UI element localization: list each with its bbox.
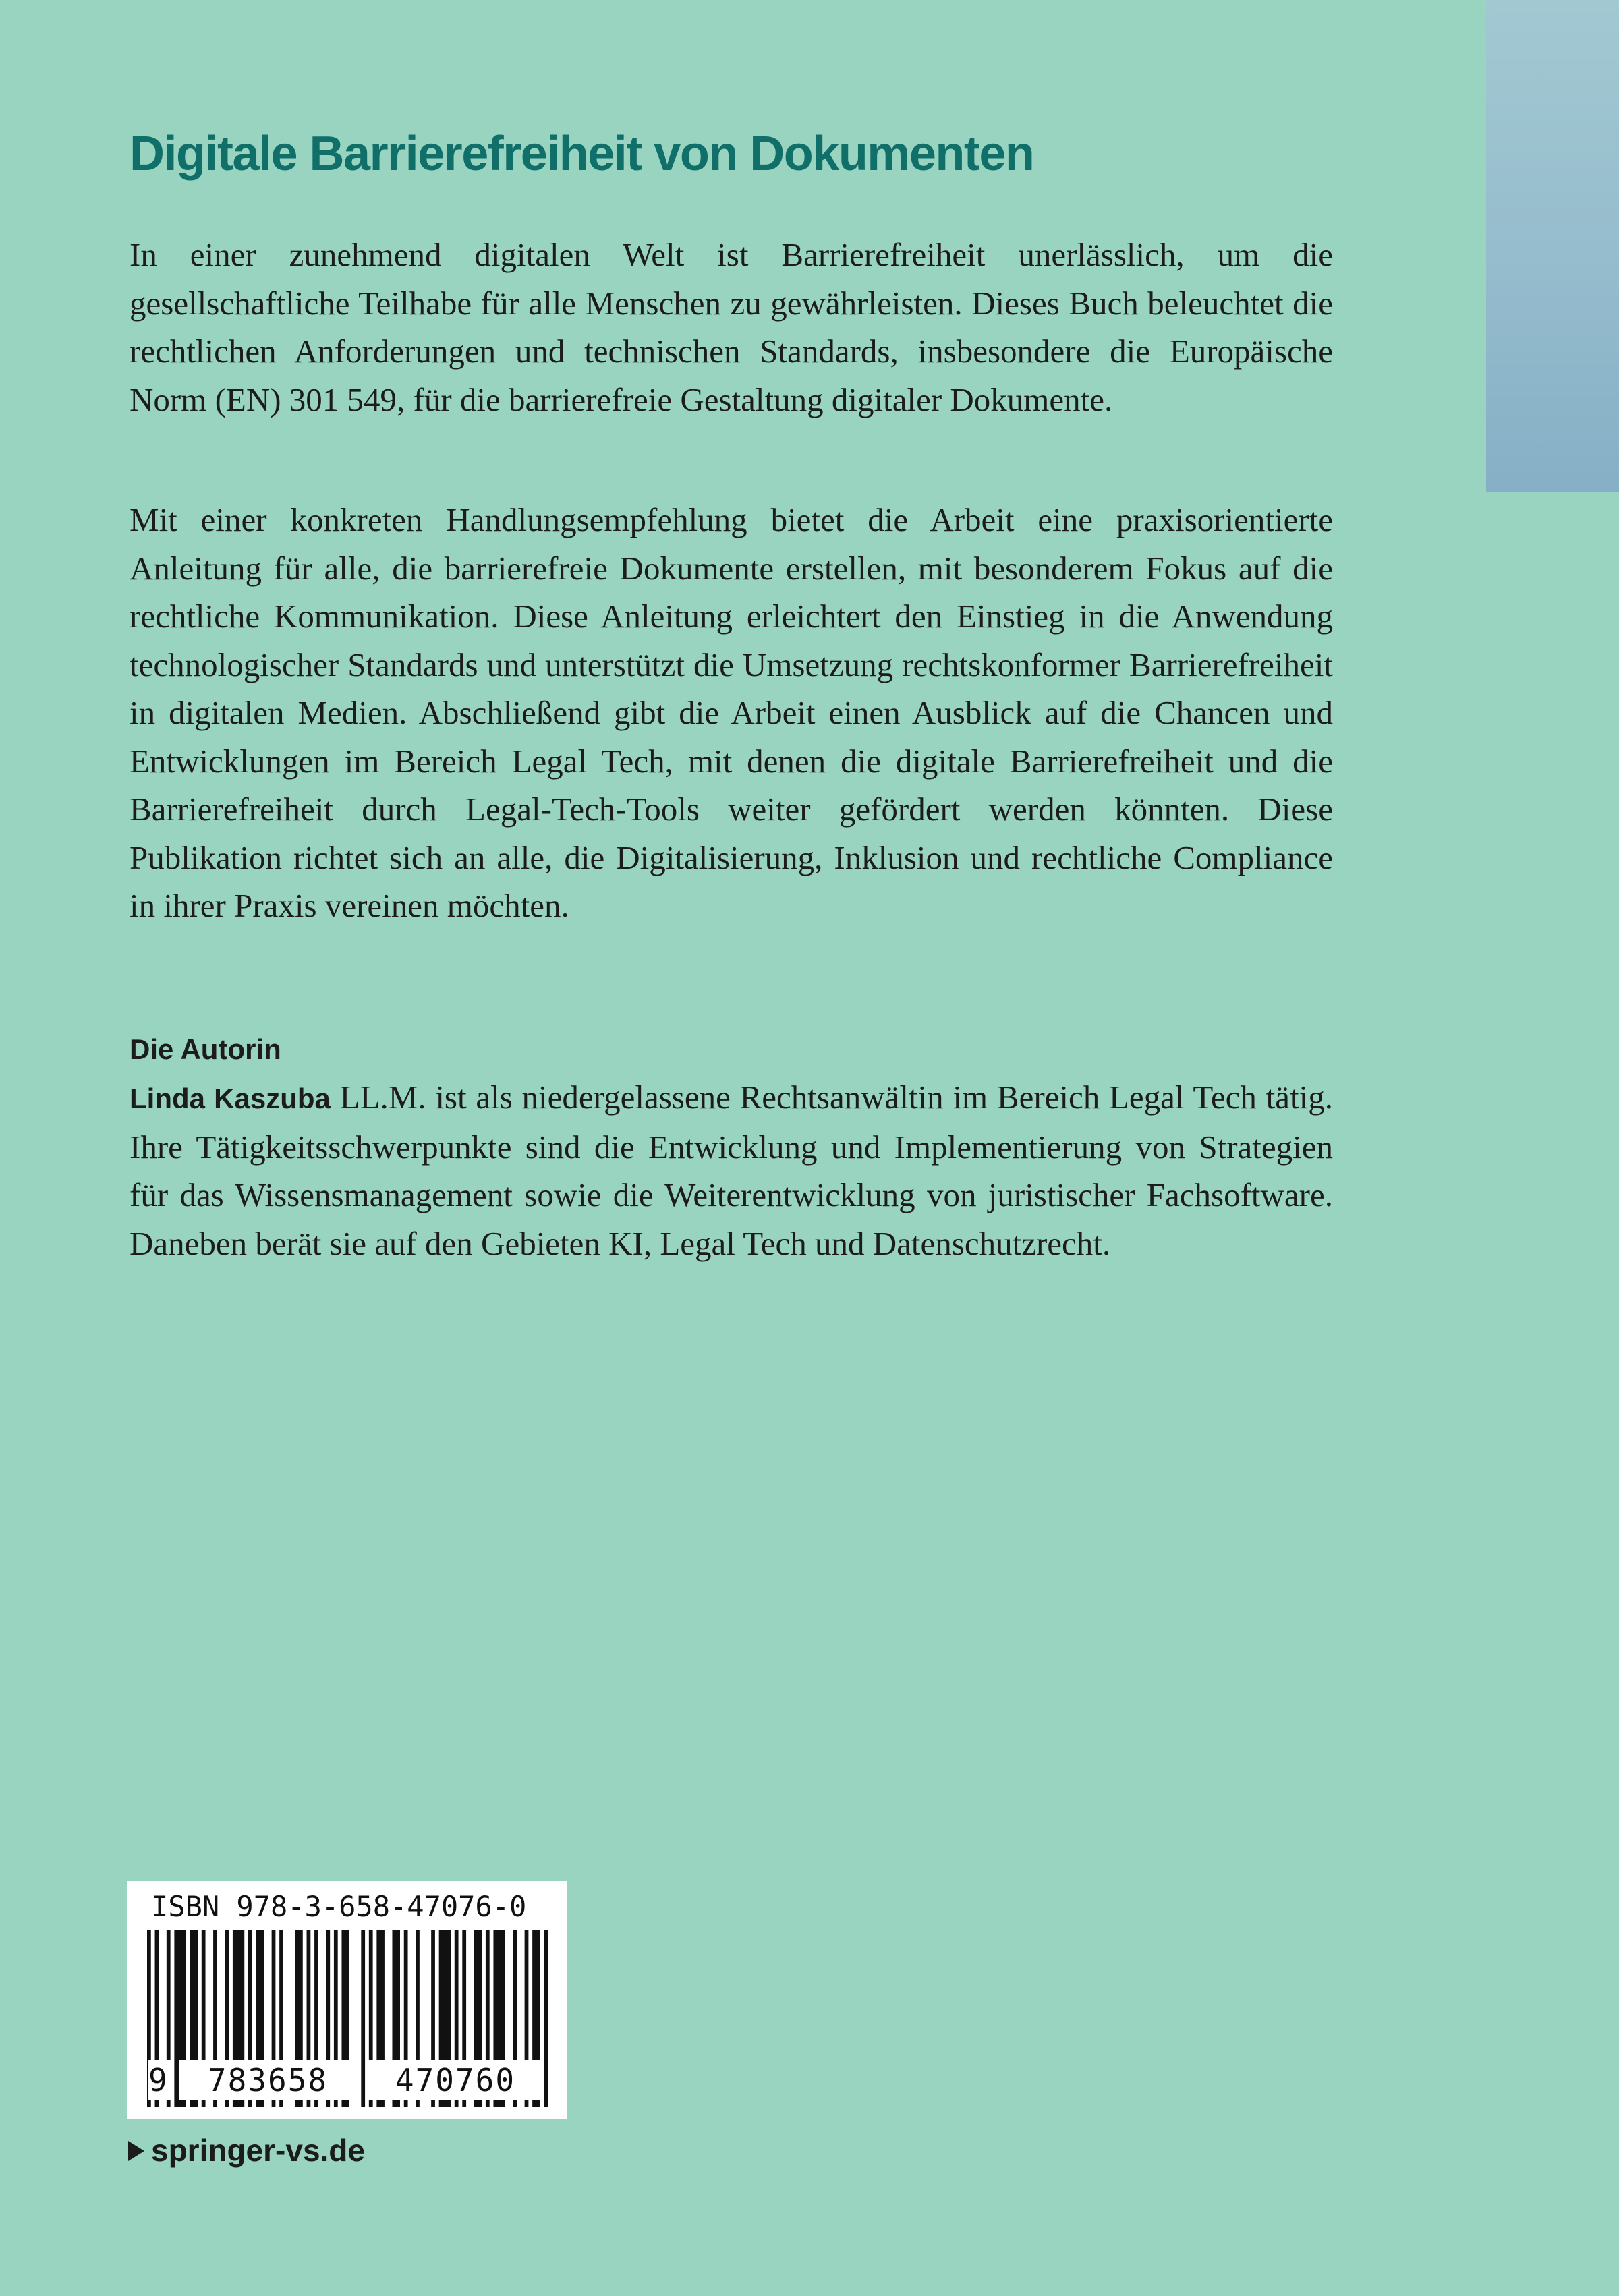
blurb-paragraph-2: Mit einer konkreten Handlungsempfehlung bietet die Arbeit eine praxisorientierte Anleitung für alle, die barrierefreie Dokumente erstellen, mit besonderem Fokus auf die rechtliche Kommunikation. Diese Anleitung erleichtert den Einstieg in die Anwendung technologischer Standards und unterstützt die Umsetzung rechtskonformer Barrierefreiheit in digitalen Medien. Abschließend gibt die Arbeit einen Ausblick auf die Chancen und Entwicklungen im Bereich Legal Tech, mit denen die digitale Barrierefreiheit und die Barrierefreiheit durch Legal-Tech-Tools weiter gefördert werden könnten. Diese Publikation richtet sich an alle, die Digitalisierung, Inklusion und rechtliche Compliance in ihrer Praxis vereinen möchten. bbox=[130, 501, 1333, 924]
play-triangle-icon bbox=[128, 2141, 144, 2161]
author-heading: Die Autorin bbox=[130, 1033, 281, 1065]
blurb-paragraph-1: In einer zunehmend digitalen Welt ist Barrierefreiheit unerlässlich, um die gesellschaftliche Teilhabe für alle Menschen zu gewährleisten. Dieses Buch beleuchtet die rechtlichen Anforderungen und technischen Standards, insbesondere die Europäische Norm (EN) 301 549, für die barrierefreie Gestaltung digitaler Dokumente. bbox=[130, 236, 1333, 418]
isbn-barcode-block bbox=[127, 1881, 567, 2119]
author-bio-text: LL.M. ist als niedergelassene Rechtsanwältin im Bereich Legal Tech tätig. Ihre Tätigkeitsschwerpunkte sind die Entwicklung und Implementierung von Strategien für das Wissensmanagement sowie die Weiterentwicklung von juristischer Fachsoftware. Daneben berät sie auf den Gebieten KI, Legal Tech und Datenschutzrecht. bbox=[130, 1079, 1334, 1262]
barcode-digits-left: 783658 bbox=[179, 2060, 356, 2100]
barcode-digits-right: 470760 bbox=[367, 2060, 544, 2100]
barcode-digit-lead: 9 bbox=[148, 2060, 171, 2100]
isbn-label: ISBN 978-3-658-47076-0 bbox=[151, 1890, 527, 1923]
website-text: springer-vs.de bbox=[151, 2133, 365, 2168]
barcode-bar bbox=[544, 1930, 548, 2107]
author-name: Linda Kaszuba bbox=[130, 1083, 331, 1114]
barcode-bar bbox=[361, 1930, 365, 2107]
publisher-website[interactable] bbox=[128, 2130, 365, 2171]
author-bio bbox=[130, 1073, 1333, 1267]
book-title: Digitale Barrierefreiheit von Dokumenten bbox=[130, 127, 1034, 181]
decorative-side-band bbox=[1486, 0, 1619, 492]
